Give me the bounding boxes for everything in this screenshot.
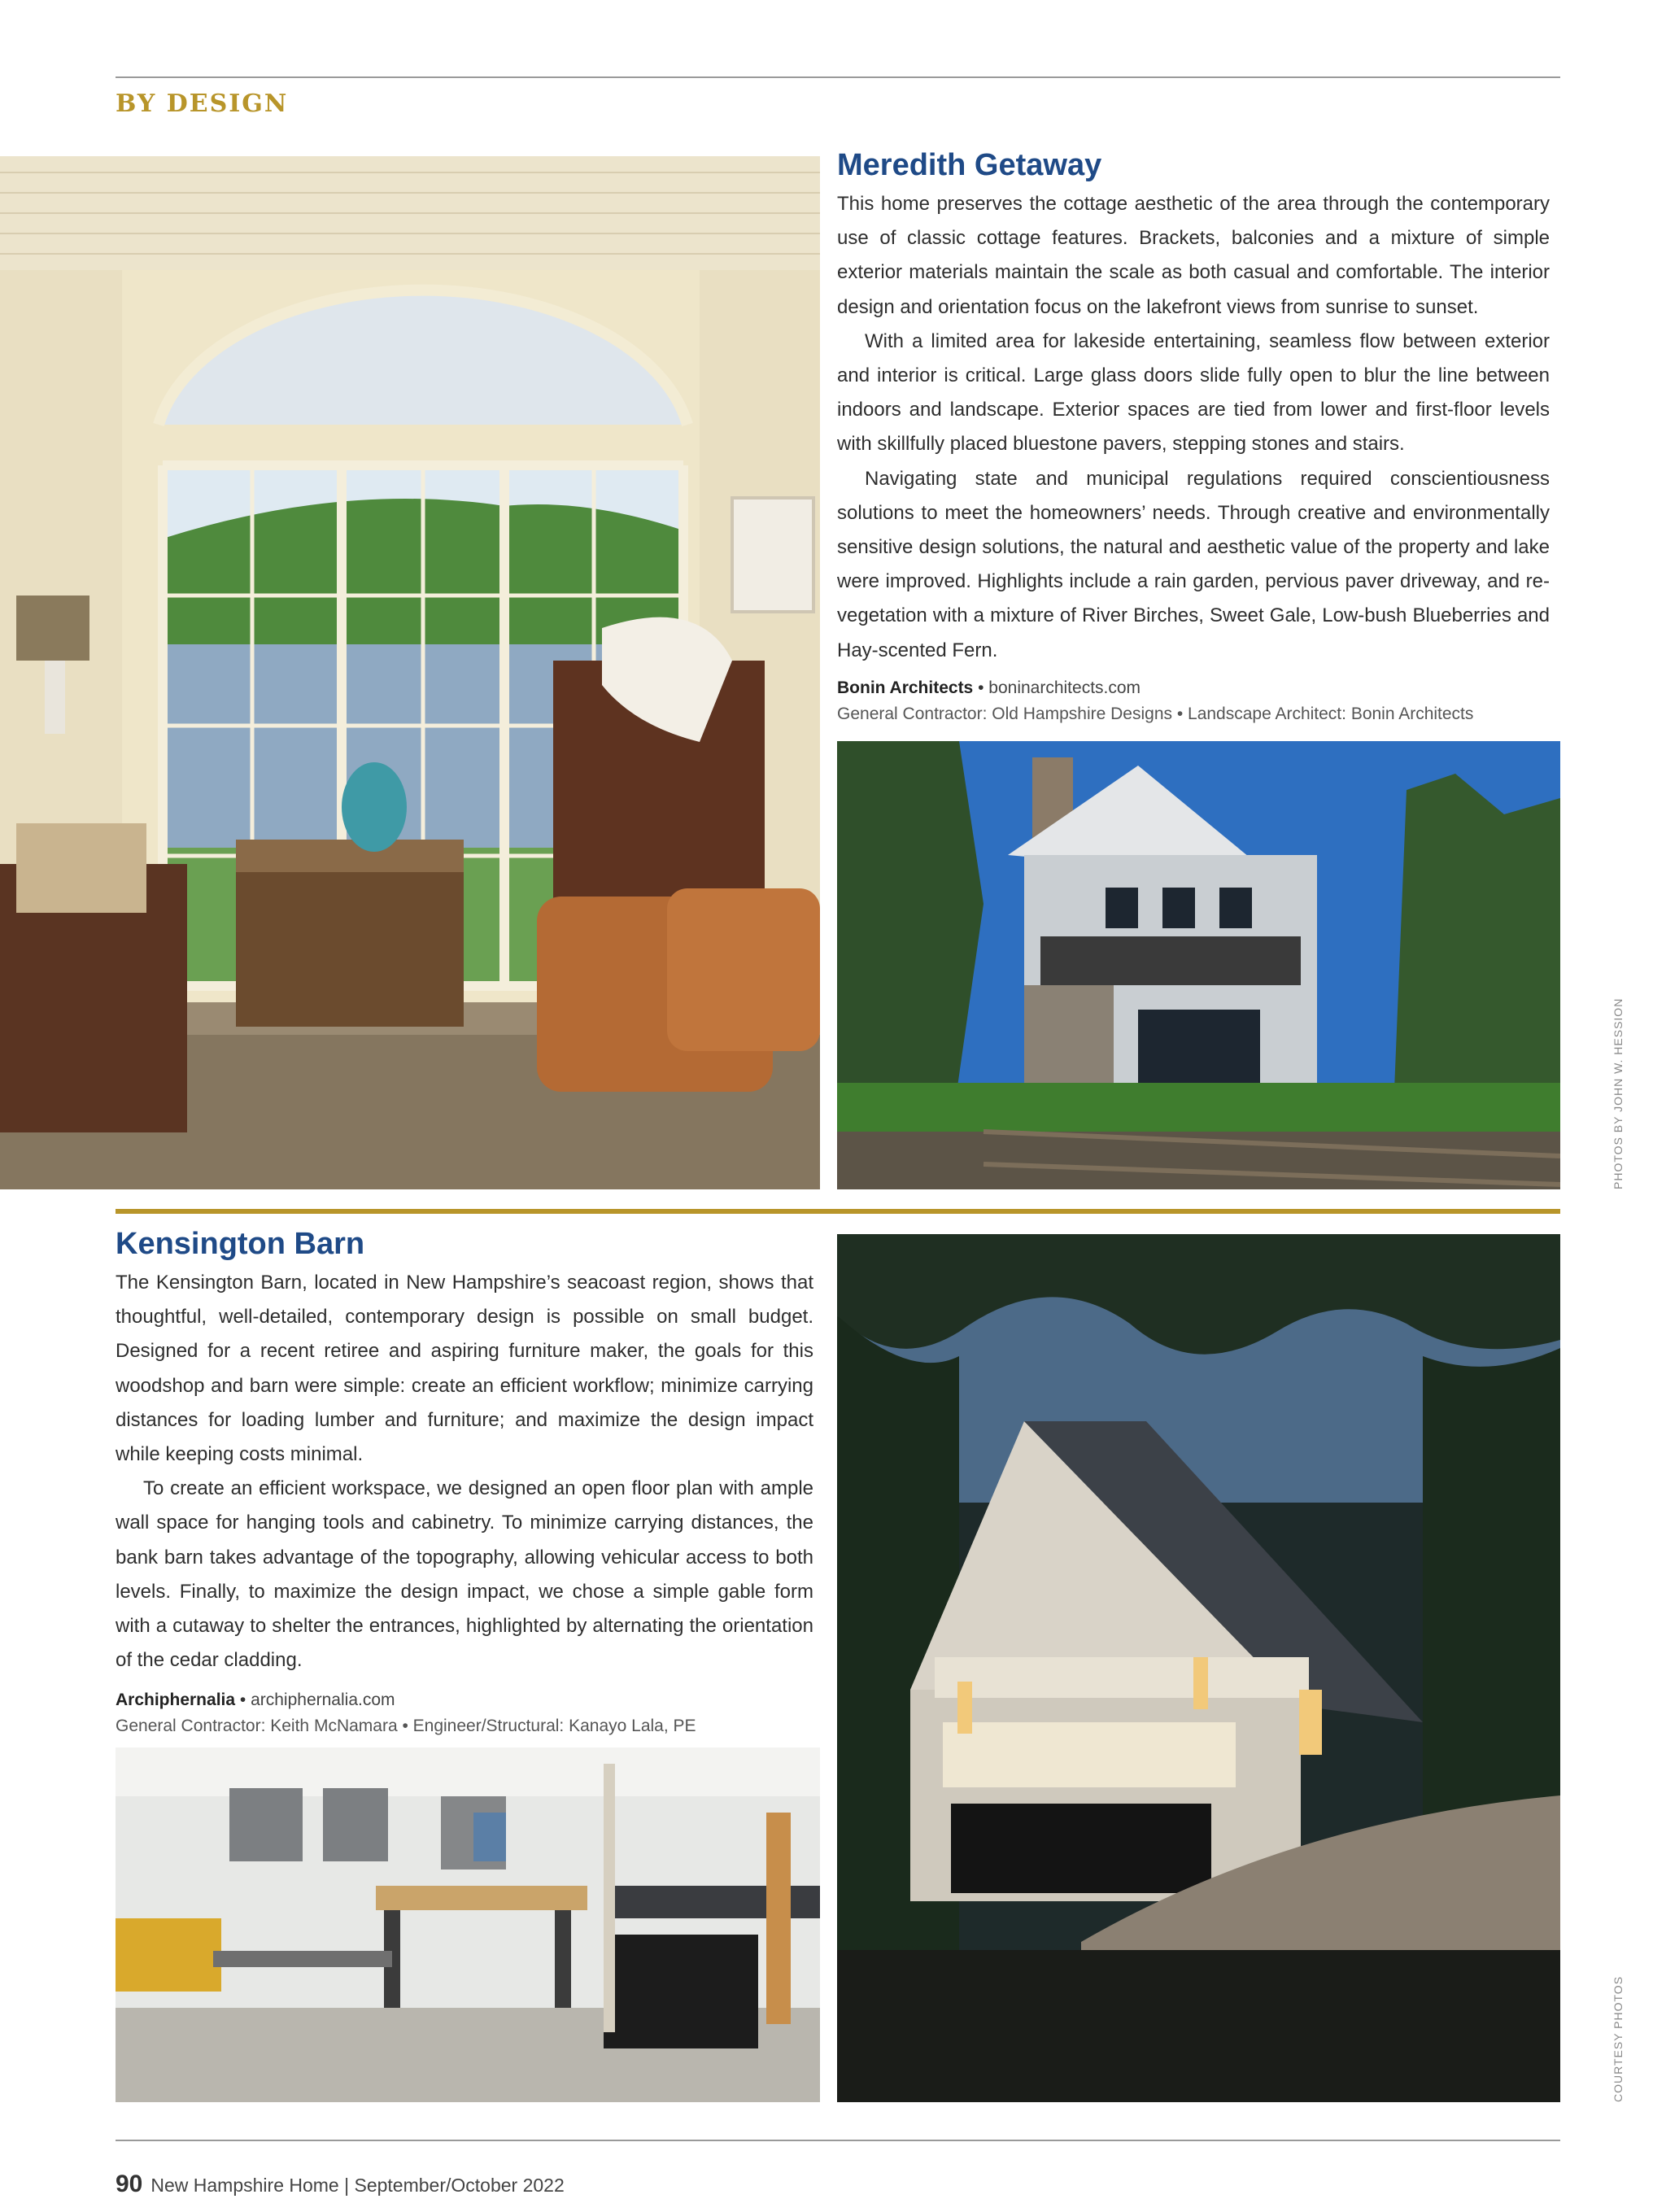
meredith-paragraph-3: Navigating state and municipal regulations required conscientiousness solutions to meet the homeowners’ needs. Through creative and environmentally sensitive design solutions, the natural and aesthetic value of the property and lake were improved. Highlights include a rain garden, pervious paver driveway, and re-vegetation with a mixture of River Birches, Sweet Gale, Low-bush Blueberries and Hay-scented Fern. (837, 467, 1550, 661)
meredith-firm: Bonin Architects (837, 678, 974, 697)
kensington-firm: Archiphernalia (116, 1691, 236, 1709)
kensington-title: Kensington Barn (116, 1227, 365, 1261)
living-room-photo (0, 156, 820, 1189)
meredith-title: Meredith Getaway (837, 148, 1102, 182)
bottom-rule (116, 2140, 1560, 2141)
kensington-contractors: General Contractor: Keith McNamara • Engineer/Structural: Kanayo Lala, PE (116, 1717, 696, 1735)
photo-credit-bottom: COURTESY PHOTOS (1612, 1975, 1625, 2102)
meredith-contractors: General Contractor: Old Hampshire Designs • Landscape Architect: Bonin Architects (837, 705, 1474, 723)
publication-info: New Hampshire Home | September/October 2022 (150, 2175, 565, 2196)
meredith-credit (837, 675, 1561, 727)
meredith-website-link[interactable]: boninarchitects.com (988, 678, 1141, 697)
kensington-body (116, 1266, 813, 1678)
footer (116, 2171, 565, 2198)
section-label: BY DESIGN (116, 89, 289, 118)
meredith-body (837, 187, 1550, 668)
meredith-paragraph-2: With a limited area for lakeside entertaining, seamless flow between exterior and interior is critical. Large glass doors slide fully open to blur the line between indoors and landscape. Exterior spaces are tied from lower and first-floor levels with skillfully placed bluestone pavers, stepping stones and stairs. (837, 329, 1550, 456)
top-rule (116, 76, 1560, 78)
kensington-website-link[interactable]: archiphernalia.com (251, 1691, 395, 1709)
meredith-separator: • (973, 678, 989, 697)
page-number: 90 (116, 2171, 143, 2197)
meredith-exterior-photo (837, 741, 1560, 1189)
meredith-paragraph-1: This home preserves the cottage aesthetic of the area through the contemporary use of classic cottage features. Brackets, balconies and a mixture of simple exterior materials maintain the scale as both casual and comfortable. The interior design and orientation focus on the lakefront views from sunrise to sunset. (837, 193, 1550, 318)
kensington-barn-photo (837, 1234, 1560, 2102)
woodshop-interior-photo (116, 1747, 820, 2102)
kensington-paragraph-2: To create an efficient workspace, we designed an open floor plan with ample wall space for hanging tools and cabinetry. To minimize carrying distances, the bank barn takes advantage of the topography, allowing vehicular access to both levels. Finally, to maximize the design impact, we chose a simple gable form with a cutaway to shelter the entrances, highlighted by alternating the orientation of the cedar cladding. (116, 1477, 813, 1672)
kensington-paragraph-1: The Kensington Barn, located in New Hampshire’s seacoast region, shows that thoughtful, well-detailed, contemporary design is possible on small budget. Designed for a recent retiree and aspiring furniture maker, the goals for this woodshop and barn were simple: create an efficient workflow; minimize carrying distances for loading lumber and furniture; and maximize the design impact while keeping costs minimal. (116, 1272, 813, 1466)
kensington-credit (116, 1687, 831, 1739)
section-divider (116, 1209, 1560, 1214)
kensington-separator: • (235, 1691, 251, 1709)
photo-credit-top: PHOTOS BY JOHN W. HESSION (1612, 997, 1625, 1189)
